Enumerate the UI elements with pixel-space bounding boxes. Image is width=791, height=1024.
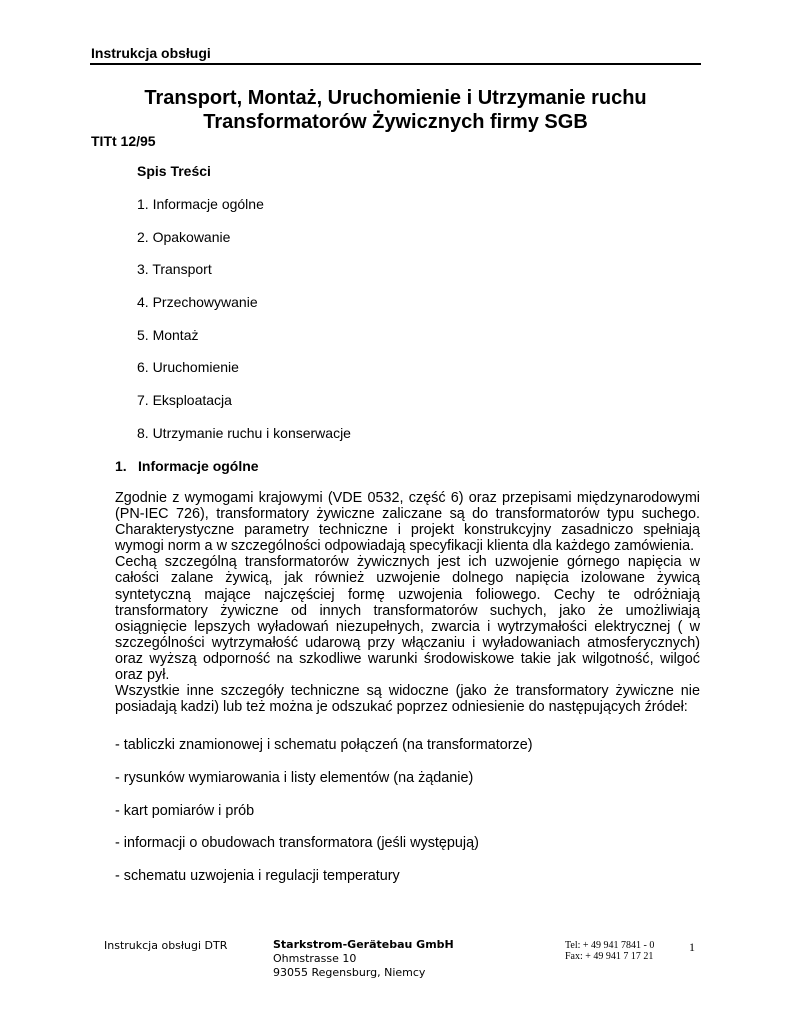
paragraph-details: Wszystkie inne szczegóły techniczne są widoczne (jako że transformatory żywiczne nie posiadają kadzi) lub też można je odszukać poprzez odniesienie do następujących źródeł: — [115, 683, 700, 716]
toc-item-1: 1. Informacje ogólne — [137, 196, 264, 212]
source-item: - kart pomiarów i prób — [115, 802, 255, 819]
toc-item-7: 7. Eksploatacja — [137, 392, 232, 409]
running-header: Instrukcja obsługi — [91, 45, 211, 61]
toc-item-3: 3. Transport — [137, 261, 212, 278]
section-1-title: Informacje ogólne — [138, 458, 259, 474]
toc-item-4: 4. Przechowywanie — [137, 294, 258, 311]
document-id: TITt 12/95 — [91, 133, 156, 149]
section-1-body — [115, 490, 700, 715]
footer-street: Ohmstrasse 10 — [273, 952, 357, 965]
sources-list — [115, 737, 533, 901]
section-1-heading — [115, 458, 259, 474]
footer-doc-label: Instrukcja obsługi DTR — [104, 939, 228, 952]
document-title-line-1: Transport, Montaż, Uruchomienie i Utrzymanie ruchu — [144, 87, 647, 109]
toc-item-5: 5. Montaż — [137, 326, 199, 343]
paragraph-features: Cechą szczególną transformatorów żywicznych jest ich uzwojenie górnego napięcia w całości zalane żywicą, jak również uzwojenie dolnego napięcia izolowane żywicą syntetyczną mające najczęściej formę uzwojenia foliowego. Cechy te odróżniają transformatory żywiczne od innych transformatorów suchych, jako że umożliwiają osiągnięcie lepszych wyładowań niezupełnych, zwarcia i wytrzymałości elektrycznej ( w szczególności wytrzymałość udarową przy włączaniu i wyładowaniach atmosferycznych) oraz wyższą odporność na szkodliwe warunki środowiskowe takie jak wilgotność, wilgoć oraz pył. — [115, 554, 700, 684]
section-1-number: 1. — [115, 458, 127, 474]
footer-contact-block — [565, 940, 654, 962]
source-item: - rysunków wymiarowania i listy elementów (na żądanie) — [115, 769, 474, 786]
footer-company-name: Starkstrom-Gerätebau GmbH — [273, 938, 454, 951]
toc-title: Spis Treści — [137, 163, 211, 179]
toc-item-8: 8. Utrzymanie ruchu i konserwacje — [137, 424, 351, 441]
paragraph-standards: Zgodnie z wymogami krajowymi (VDE 0532, część 6) oraz przepisami międzynarodowymi (PN-IEC 726), transformatory żywiczne zaliczane są do transformatorów typu suchego. Charakterystyczne parametry techniczne i projekt konstrukcyjny zasadniczo spełniają wymogi norm a w szczególności odpowiadają specyfikacji klienta dla każdego zamówienia. — [115, 490, 700, 555]
footer-fax: Fax: + 49 941 7 17 21 — [565, 951, 654, 962]
header-rule — [90, 63, 701, 65]
footer-city: 93055 Regensburg, Niemcy — [273, 966, 426, 979]
source-item: - tabliczki znamionowej i schematu połączeń (na transformatorze) — [115, 737, 533, 753]
document-title-line-2: Transformatorów Żywicznych firmy SGB — [203, 111, 588, 133]
source-item: - informacji o obudowach transformatora (jeśli występują) — [115, 835, 479, 852]
toc-item-2: 2. Opakowanie — [137, 228, 231, 245]
table-of-contents — [137, 196, 351, 458]
toc-item-6: 6. Uruchomienie — [137, 359, 239, 376]
page-number: 1 — [689, 940, 695, 954]
source-item: - schematu uzwojenia i regulacji temperatury — [115, 868, 400, 885]
footer-tel: Tel: + 49 941 7841 - 0 — [565, 940, 655, 951]
footer-company-block — [273, 938, 454, 980]
